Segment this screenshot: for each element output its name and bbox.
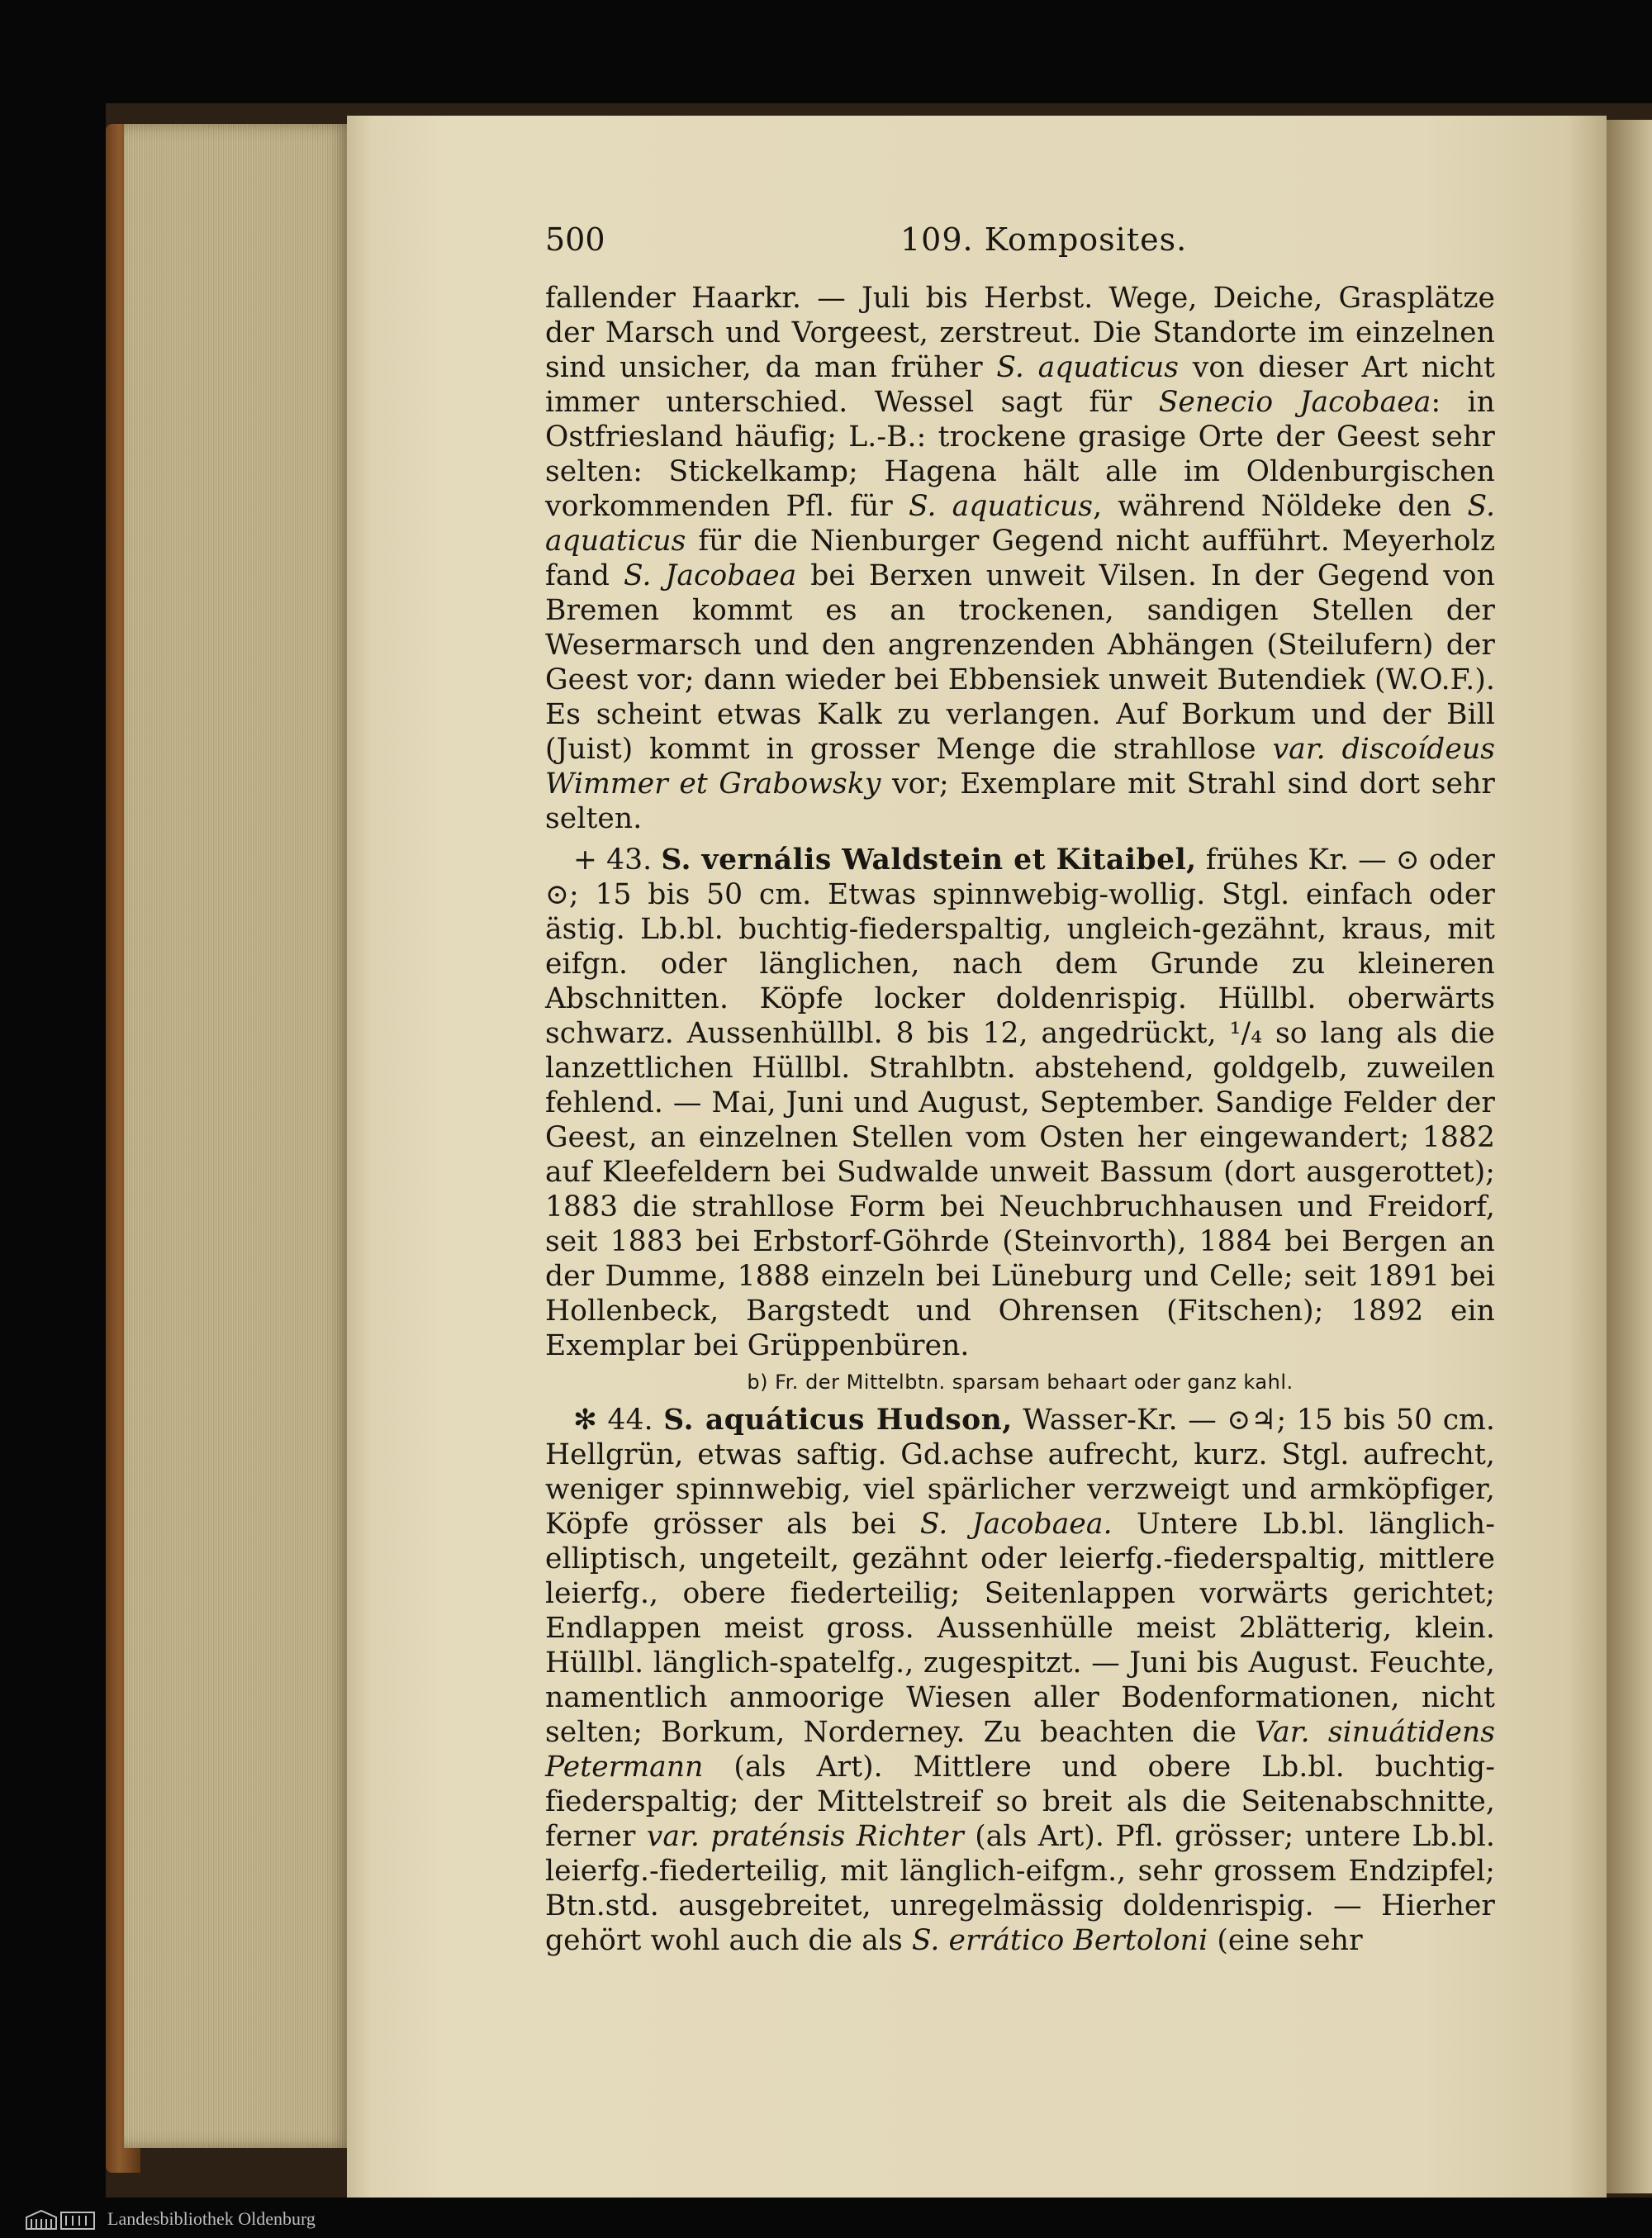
text-span: bei Berxen unweit Vilsen. In der Gegend von Bremen kommt es an trockenen, sandigen Stellen der Wesermarsch und den angrenzenden Abhängen (Steilufern) der Geest vor; dann wieder bei Ebbensiek unweit Butendiek (W.O.F.). Es scheint etwas Kalk zu verlangen. Auf Borkum und der Bill (Juist) kommt in grosser Menge die strahllose bbox=[545, 559, 1495, 766]
text-span: : in Ostfriesland häufig; L.-B.: trockene grasige Orte der Geest sehr selten: Stickelkamp; Hagena hält alle im Oldenburgischen vorkommenden Pfl. für bbox=[545, 386, 1496, 523]
species-name: S. aquáticus Hudson, bbox=[663, 1404, 1013, 1437]
italic-span: var. praténsis Richter bbox=[646, 1820, 964, 1853]
text-span: von dieser Art nicht immer unterschied. Wessel sagt für bbox=[545, 351, 1495, 419]
text-span: Wasser-Kr. — ⊙♃; 15 bis 50 cm. Hellgrün, etwas saftig. Gd.achse aufrecht, kurz. Stgl. aufrecht, weniger spinnwebig, viel spärlicher verzweigt und armköpfiger, Köpfe grösser als bei bbox=[545, 1404, 1495, 1541]
paragraph-aquaticus bbox=[545, 1403, 1495, 1958]
text-span: (als Art). Pfl. grösser; untere Lb.bl. leierfg.-fiederteilig, mit länglich-eifgm., sehr grossem Endzipfel; Btn.std. ausgebreitet, unregelmässig doldenrispig. — Hierher gehört wohl auch die als bbox=[545, 1820, 1495, 1957]
entry-number: ✻ 44. bbox=[573, 1404, 664, 1437]
running-title: 109. Komposites. bbox=[900, 221, 1188, 258]
text-span: frühes Kr. — ⊙ oder ⊙; 15 bis 50 cm. Etwas spinnwebig-wollig. Stgl. einfach oder ästig. Lb.bl. buchtig-fiederspaltig, ungleich-gezähnt, kraus, mit eifgn. oder länglichen, nach dem Grunde zu kleineren Abschnitten. Köpfe locker doldenrispig. Hüllbl. oberwärts schwarz. Aussenhüllbl. 8 bis 12, angedrückt, ¹/₄ so lang als die lanzettlichen Hüllbl. Strahlbtn. abstehend, goldgelb, zuweilen fehlend. — Mai, Juni und August, September. Sandige Felder der Geest, an einzelnen Stellen vom Osten her eingewandert; 1882 auf Kleefeldern bei Sudwalde unweit Bassum (dort ausgerottet); 1883 die strahllose Form bei Neuchbruchhausen und Freidorf, seit 1883 bei Erbstorf-Göhrde (Steinvorth), 1884 bei Bergen an der Dumme, 1888 einzeln bei Lüneburg und Celle; seit 1891 bei Hollenbeck, Bargstedt und Ohrensen (Fitschen); 1892 ein Exemplar bei Grüppenbüren. bbox=[545, 843, 1495, 1362]
library-logo-icon bbox=[23, 2206, 97, 2232]
paragraph-jacobaea-continued bbox=[545, 281, 1495, 836]
italic-span: S. errático Bertoloni bbox=[911, 1924, 1208, 1957]
italic-span: var. discoídeus Wimmer et Grabowsky bbox=[545, 733, 1495, 801]
page-stack-edges bbox=[124, 124, 351, 2148]
italic-span: S. Jacobaea bbox=[623, 559, 797, 592]
text-span: (eine sehr bbox=[1208, 1924, 1363, 1957]
text-span: fallender Haarkr. — Juli bis Herbst. Wege, Deiche, Grasplätze der Marsch und Vorgeest, zerstreut. Die Standorte im einzelnen sind unsicher, da man früher bbox=[545, 282, 1495, 384]
italic-span: Var. sinuátidens Petermann bbox=[545, 1716, 1495, 1784]
text-span: vor; Exemplare mit Strahl sind dort sehr selten. bbox=[545, 767, 1496, 835]
paragraph-vernalis bbox=[545, 843, 1495, 1363]
italic-span: Senecio Jacobaea bbox=[1158, 386, 1431, 419]
italic-span: S. aquaticus bbox=[908, 490, 1094, 523]
entry-number: + 43. bbox=[573, 843, 662, 877]
subheading: b) Fr. der Mittelbtn. sparsam behaart oder ganz kahl. bbox=[747, 1371, 1294, 1394]
next-page-edge bbox=[1607, 120, 1652, 2193]
library-name: Landesbibliothek Oldenburg bbox=[107, 2208, 316, 2229]
page-number: 500 bbox=[545, 221, 605, 258]
page-header bbox=[545, 219, 1495, 260]
species-name: S. vernális Waldstein et Kitaibel, bbox=[661, 843, 1197, 877]
italic-span: S. Jacobaea. bbox=[919, 1508, 1113, 1541]
text-span: Untere Lb.bl. länglich-elliptisch, ungeteilt, gezähnt oder leierfg.-fiederspaltig, mittlere leierfg., obere fiederteilig; Seitenlappen vorwärts gerichtet; Endlappen meist gross. Aussenhülle meist 2blätterig, klein. Hüllbl. länglich-spatelfg., zugespitzt. — Juni bis August. Feuchte, namentlich anmoorige Wiesen aller Bodenformationen, nicht selten; Borkum, Norderney. Zu beachten die bbox=[545, 1508, 1495, 1749]
italic-span: S. aquaticus bbox=[996, 351, 1180, 384]
italic-span: S. aquaticus bbox=[545, 490, 1496, 558]
page-text bbox=[545, 219, 1495, 1958]
viewer-footer bbox=[0, 2198, 1652, 2238]
text-span: , während Nöldeke den bbox=[1093, 490, 1468, 523]
text-span: für die Nienburger Gegend nicht aufführt. Meyerholz fand bbox=[545, 525, 1495, 592]
text-span: (als Art). Mittlere und obere Lb.bl. buchtig-fiederspaltig; der Mittelstreif so breit als die Seitenabschnitte, ferner bbox=[545, 1751, 1495, 1853]
